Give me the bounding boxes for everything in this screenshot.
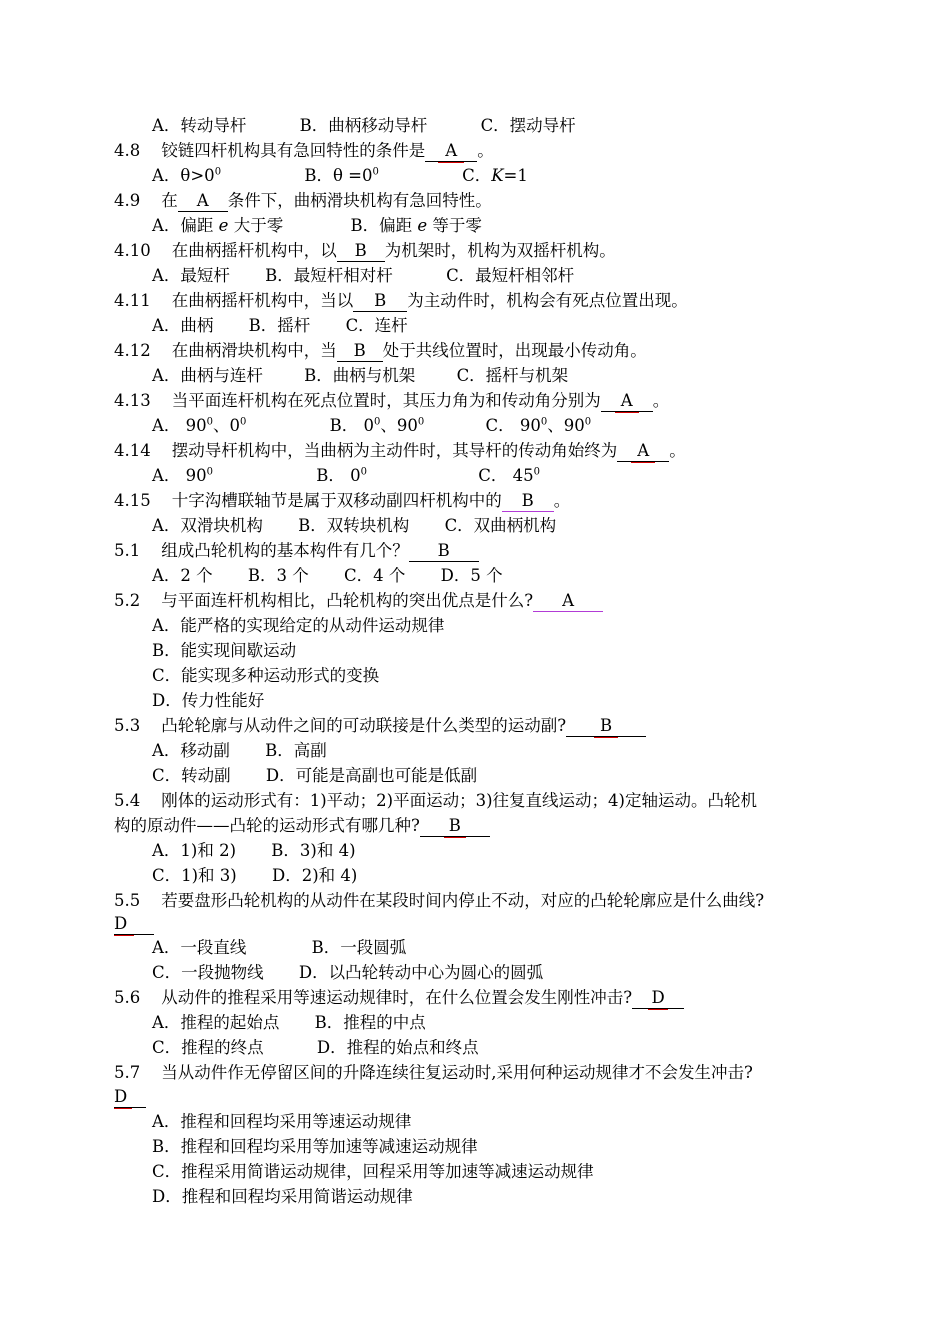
answer-blank: B <box>337 241 385 262</box>
answer-blank: B <box>420 816 490 837</box>
question-number: 4.9 <box>114 191 141 210</box>
question-5-1 <box>114 538 479 563</box>
option-a: A．推程的起始点 <box>152 1013 280 1032</box>
option-b: B．$\theta =0^0$ <box>304 166 379 185</box>
answer-blank: B <box>566 716 646 737</box>
option-d: D．可能是高副也可能是低副 <box>265 766 478 785</box>
question-5-4 <box>114 788 757 813</box>
question-5-3 <box>114 713 646 738</box>
options-5-6-row2 <box>152 1035 479 1060</box>
question-number: 5.3 <box>114 716 141 735</box>
options-5-1 <box>152 563 503 588</box>
question-4-13: 4.13 当平面连杆机构在死点位置时，其压力角为和传动角分别为 A 。 <box>114 388 669 413</box>
option-a: A． $90^0$ <box>152 466 214 485</box>
question-number: 5.4 <box>114 791 141 810</box>
option-c: C．双曲柄机构 <box>444 516 557 535</box>
answer-blank: B <box>502 491 554 512</box>
option-b: B．曲柄移动导杆 <box>299 116 428 135</box>
option-a: A．转动导杆 <box>152 116 247 135</box>
answer-blank: D <box>114 1087 146 1108</box>
question-number: 4.10 <box>114 241 151 260</box>
options-5-3-row1 <box>152 738 327 763</box>
question-text: 摆动导杆机构中，当曲柄为主动件时，其导杆的传动角始终为 <box>171 441 618 460</box>
option-a: A．曲柄与连杆 <box>152 366 263 385</box>
option-5-7-a: A．推程和回程均采用等速运动规律 <box>152 1112 412 1131</box>
question-text: 当从动件作无停留区间的升降连续往复运动时,采用何种运动规律才不会发生冲击? <box>161 1063 753 1082</box>
option-5-2-c: C．能实现多种运动形式的变换 <box>152 666 380 685</box>
question-5-2 <box>114 588 603 613</box>
question-5-4-continued <box>114 813 490 838</box>
options-4-7 <box>152 113 576 138</box>
question-text: 铰链四杆机构具有急回特性的条件是 <box>161 141 426 160</box>
question-text: 在曲柄摇杆机构中，当以 <box>171 291 354 310</box>
option-a: A．2 个 <box>152 566 213 585</box>
question-5-6 <box>114 985 684 1010</box>
option-a: A．最短杆 <box>152 266 230 285</box>
question-number: 4.15 <box>114 491 151 510</box>
options-5-5-row2 <box>152 960 543 985</box>
option-c: C．连杆 <box>345 316 408 335</box>
option-5-7-c: C．推程采用简谐运动规律，回程采用等加速等减速运动规律 <box>152 1162 594 1181</box>
question-number: 4.8 <box>114 141 141 160</box>
question-text: 构的原动件——凸轮的运动形式有哪几种? <box>114 816 420 835</box>
answer-blank: B <box>337 341 383 362</box>
question-text: 在曲柄滑块机构中，当 <box>171 341 337 360</box>
question-text: 在曲柄摇杆机构中，以 <box>171 241 337 260</box>
question-text: 凸轮轮廓与从动件之间的可动联接是什么类型的运动副? <box>161 716 567 735</box>
option-a: A．偏距 e 大于零 <box>152 216 284 235</box>
option-b: B． $0^0$、$90^0$ <box>329 416 425 435</box>
option-c: C．K=1 <box>462 166 528 185</box>
option-b: B． $0^0$ <box>316 466 368 485</box>
option-a: A．一段直线 <box>152 938 247 957</box>
options-5-4-row2 <box>152 863 357 888</box>
option-d: D．以凸轮转动中心为圆心的圆弧 <box>298 963 544 982</box>
option-a: A．曲柄 <box>152 316 214 335</box>
option-a: A． $90^0$、$0^0$ <box>152 416 247 435</box>
option-d: D．2)和 4) <box>272 866 358 885</box>
option-b: B．偏距 e 等于零 <box>350 216 482 235</box>
question-5-7-answer <box>114 1084 146 1109</box>
option-b: B．最短杆相对杆 <box>265 266 393 285</box>
question-text: 从动件的推程采用等速运动规律时，在什么位置会发生刚性冲击? <box>161 988 633 1007</box>
option-c: C．转动副 <box>152 766 231 785</box>
answer-blank: B <box>409 541 479 562</box>
option-c: C．最短杆相邻杆 <box>446 266 575 285</box>
option-c: C．推程的终点 <box>152 1038 264 1057</box>
option-b: B．曲柄与机架 <box>304 366 416 385</box>
question-number: 4.11 <box>114 291 151 310</box>
options-4-15 <box>152 513 556 538</box>
question-4-14: 4.14 摆动导杆机构中，当曲柄为主动件时，其导杆的传动角始终为 A 。 <box>114 438 686 463</box>
answer-blank: D <box>114 914 154 935</box>
question-text: 当平面连杆机构在死点位置时，其压力角为和传动角分别为 <box>171 391 601 410</box>
question-text: 与平面连杆机构相比，凸轮机构的突出优点是什么? <box>161 591 534 610</box>
options-4-11 <box>152 313 408 338</box>
answer-blank: A <box>425 141 477 162</box>
options-4-14 <box>152 463 540 488</box>
option-5-2-d: D．传力性能好 <box>152 691 265 710</box>
question-4-15: 4.15 十字沟槽联轴节是属于双移动副四杆机构中的 B 。 <box>114 491 571 510</box>
question-number: 5.6 <box>114 988 141 1007</box>
option-5-2-a: A．能严格的实现给定的从动件运动规律 <box>152 616 445 635</box>
question-number: 4.12 <box>114 341 151 360</box>
options-5-5-row1 <box>152 935 406 960</box>
answer-blank: B <box>353 291 407 312</box>
question-5-7 <box>114 1060 753 1085</box>
question-number: 5.7 <box>114 1063 141 1082</box>
option-5-7-b: B．推程和回程均采用等加速等减速运动规律 <box>152 1137 478 1156</box>
option-a: A．双滑块机构 <box>152 516 263 535</box>
option-c: C．4 个 <box>344 566 406 585</box>
option-c: C．摆动导杆 <box>480 116 576 135</box>
options-4-13 <box>152 413 591 438</box>
option-d: D．推程的始点和终点 <box>316 1038 479 1057</box>
option-a: A．1)和 2) <box>152 841 237 860</box>
question-text: 条件下，曲柄滑块机构有急回特性。 <box>227 191 492 210</box>
options-5-4-row1 <box>152 838 356 863</box>
option-c: C． $90^0$、$90^0$ <box>485 416 592 435</box>
answer-blank: A <box>601 391 653 412</box>
option-c: C．摇杆与机架 <box>456 366 569 385</box>
question-text: 若要盘形凸轮机构的从动件在某段时间内停止不动，对应的凸轮轮廓应是什么曲线? <box>161 891 765 910</box>
options-4-10 <box>152 263 574 288</box>
option-c: C．一段抛物线 <box>152 963 264 982</box>
option-a: A．移动副 <box>152 741 230 760</box>
option-b: B．推程的中点 <box>314 1013 426 1032</box>
question-number: 4.13 <box>114 391 151 410</box>
question-4-8: 4.8 铰链四杆机构具有急回特性的条件是 A 。 <box>114 138 494 163</box>
question-number: 5.1 <box>114 541 141 560</box>
question-text: 十字沟槽联轴节是属于双移动副四杆机构中的 <box>171 491 502 510</box>
question-number: 5.2 <box>114 591 141 610</box>
question-4-9: 4.9 在 A 条件下，曲柄滑块机构有急回特性。 <box>114 191 492 210</box>
options-4-12 <box>152 363 568 388</box>
options-4-8 <box>152 163 528 188</box>
option-b: B．一段圆弧 <box>311 938 407 957</box>
options-4-9 <box>152 213 482 238</box>
option-b: B．3 个 <box>247 566 309 585</box>
question-5-5 <box>114 888 764 913</box>
option-5-2-b: B．能实现间歇运动 <box>152 641 297 660</box>
options-5-6-row1 <box>152 1010 426 1035</box>
options-5-3-row2 <box>152 763 477 788</box>
answer-blank: A <box>533 591 603 612</box>
answer-blank: A <box>178 191 228 212</box>
option-c: C．1)和 3) <box>152 866 237 885</box>
option-b: B．高副 <box>265 741 327 760</box>
option-b: B．双转块机构 <box>298 516 410 535</box>
question-text: 刚体的运动形式有：1)平动；2)平面运动；3)往复直线运动；4)定轴运动。凸轮机 <box>161 791 757 810</box>
answer-blank: D <box>632 988 684 1009</box>
question-number: 4.14 <box>114 441 151 460</box>
question-5-5-answer <box>114 911 154 936</box>
option-c: C． $45^0$ <box>478 466 541 485</box>
question-4-11: 4.11 在曲柄摇杆机构中，当以 B 为主动件时，机构会有死点位置出现。 <box>114 291 688 310</box>
question-number: 5.5 <box>114 891 141 910</box>
option-d: D．5 个 <box>440 566 503 585</box>
option-b: B．摇杆 <box>248 316 311 335</box>
question-text: 组成凸轮机构的基本构件有几个？ <box>161 541 409 560</box>
option-5-7-d: D．推程和回程均采用简谐运动规律 <box>152 1187 413 1206</box>
question-4-12: 4.12 在曲柄滑块机构中，当 B 处于共线位置时，出现最小传动角。 <box>114 341 647 360</box>
answer-blank: A <box>617 441 669 462</box>
question-4-10: 4.10 在曲柄摇杆机构中，以 B 为机架时，机构为双摇杆机构。 <box>114 241 616 260</box>
option-b: B．3)和 4) <box>271 841 356 860</box>
option-a: A．$\theta>0^0$ <box>152 166 222 185</box>
